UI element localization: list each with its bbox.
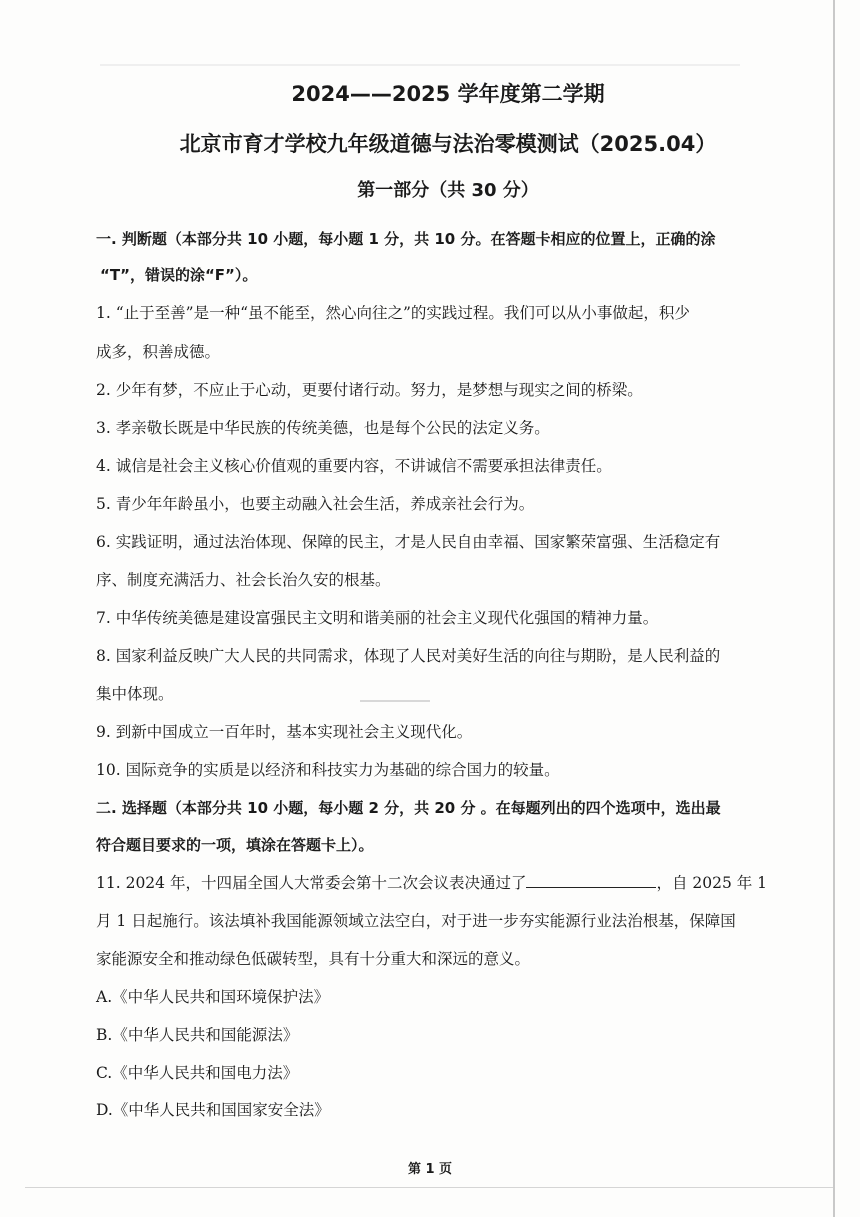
option-a: A.《中华人民共和国环境保护法》 bbox=[96, 988, 330, 1006]
page-edge-bottom bbox=[25, 1187, 833, 1188]
section2-heading-line1: 二. 选择题（本部分共 10 小题，每小题 2 分，共 20 分 。在每题列出的四个选项中，选出最 bbox=[96, 799, 721, 817]
scan-mark bbox=[360, 700, 430, 702]
question-8-line2: 集中体现。 bbox=[96, 685, 174, 703]
question-2: 2. 少年有梦，不应止于心动，更要付诸行动。努力，是梦想与现实之间的桥梁。 bbox=[96, 381, 643, 399]
scan-shadow bbox=[100, 64, 740, 66]
question-1-line1: 1. “止于至善”是一种“虽不能至，然心向往之”的实践过程。我们可以从小事做起，积少 bbox=[96, 304, 690, 322]
question-9: 9. 到新中国成立一百年时，基本实现社会主义现代化。 bbox=[96, 723, 473, 741]
section1-heading-line2: “T”，错误的涂“F”）。 bbox=[100, 266, 258, 284]
answer-blank bbox=[526, 873, 656, 888]
section1-heading-line1: 一. 判断题（本部分共 10 小题，每小题 1 分，共 10 分。在答题卡相应的位置上，正确的涂 bbox=[96, 230, 716, 248]
question-6-line2: 序、制度充满活力、社会长治久安的根基。 bbox=[96, 571, 391, 589]
option-d: D.《中华人民共和国国家安全法》 bbox=[96, 1101, 330, 1119]
question-8-line1: 8. 国家利益反映广大人民的共同需求，体现了人民对美好生活的向往与期盼，是人民利益的 bbox=[96, 647, 721, 665]
year-heading: 2024——2025 学年度第二学期 bbox=[291, 82, 605, 106]
question-11-stem-end: ，自 2025 年 1 bbox=[656, 874, 768, 892]
question-3: 3. 孝亲敬长既是中华民族的传统美德，也是每个公民的法定义务。 bbox=[96, 419, 550, 437]
question-11-stem: 11. 2024 年，十四届全国人大常委会第十二次会议表决通过了 bbox=[96, 874, 527, 892]
question-11-line3: 家能源安全和推动绿色低碳转型，具有十分重大和深远的意义。 bbox=[96, 950, 531, 968]
question-4: 4. 诚信是社会主义核心价值观的重要内容，不讲诚信不需要承担法律责任。 bbox=[96, 457, 612, 475]
option-c: C.《中华人民共和国电力法》 bbox=[96, 1064, 299, 1082]
page-number: 第 1 页 bbox=[407, 1162, 453, 1177]
page-edge-right bbox=[833, 0, 835, 1217]
question-1-line2: 成多，积善成德。 bbox=[96, 343, 221, 361]
exam-title: 北京市育才学校九年级道德与法治零模测试（2025.04） bbox=[179, 132, 717, 156]
section2-heading-line2: 符合题目要求的一项，填涂在答题卡上）。 bbox=[96, 836, 374, 854]
question-10: 10. 国际竞争的实质是以经济和科技实力为基础的综合国力的较量。 bbox=[96, 761, 560, 779]
question-6-line1: 6. 实践证明，通过法治体现、保障的民主，才是人民自由幸福、国家繁荣富强、生活稳定有 bbox=[96, 533, 721, 551]
part-title: 第一部分（共 30 分） bbox=[357, 180, 539, 201]
question-11-line2: 月 1 日起施行。该法填补我国能源领域立法空白，对于进一步夯实能源行业法治根基，保障国 bbox=[96, 912, 736, 930]
option-b: B.《中华人民共和国能源法》 bbox=[96, 1026, 299, 1044]
question-5: 5. 青少年年龄虽小，也要主动融入社会生活，养成亲社会行为。 bbox=[96, 495, 535, 513]
question-7: 7. 中华传统美德是建设富强民主文明和谐美丽的社会主义现代化强国的精神力量。 bbox=[96, 609, 659, 627]
question-11-line1 bbox=[96, 872, 816, 894]
